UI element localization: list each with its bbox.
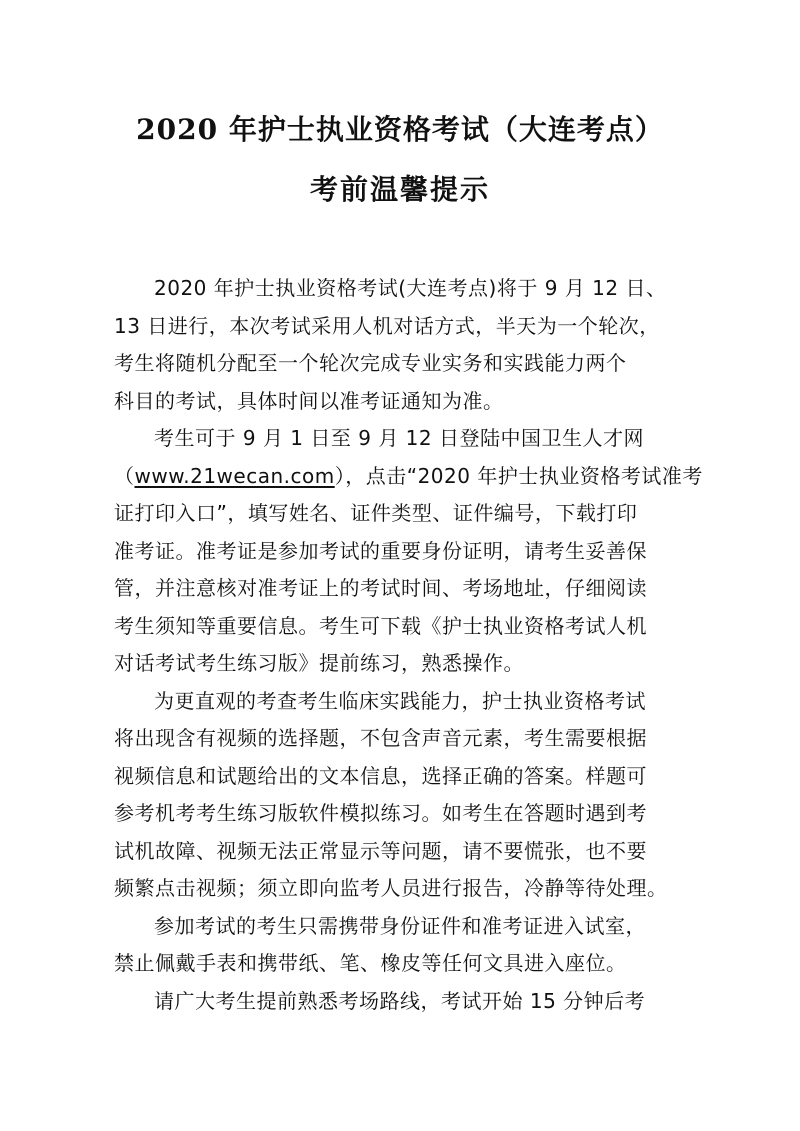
paragraph-line: 考生须知等重要信息。考生可下载《护士执业资格考试人机: [114, 613, 647, 638]
paragraph-line: 参加考试的考生只需携带身份证件和准考证进入试室，: [154, 913, 646, 938]
website-link[interactable]: www.21wecan.com: [134, 463, 335, 488]
paragraph-line: 2020 年护士执业资格考试(大连考点)将于 9 月 12 日、: [154, 276, 667, 300]
paragraph-line: 证打印入口”，填写姓名、证件类型、证件编号，下载打印: [114, 501, 638, 525]
paragraph-line: 参考机考考生练习版软件模拟练习。如考生在答题时遇到考: [114, 801, 647, 825]
paragraph-line: 请广大考生提前熟悉考场路线，考试开始 15 分钟后考: [154, 988, 646, 1013]
paragraph-text: ），点击“2020 年护士执业资格考试准考: [334, 463, 703, 488]
paragraph-line: 视频信息和试题给出的文本信息，选择正确的答案。样题可: [114, 763, 647, 788]
paragraph-line: 科目的考试，具体时间以准考证通知为准。: [114, 388, 504, 413]
paragraph-line: 试机故障、视频无法正常显示等问题，请不要慌张，也不要: [114, 838, 647, 863]
paragraph-line: 13 日进行，本次考试采用人机对话方式，半天为一个轮次，: [114, 313, 660, 338]
paragraph-line: 考生将随机分配至一个轮次完成专业实务和实践能力两个: [114, 351, 627, 375]
document-subtitle: 考前温馨提示: [309, 173, 490, 206]
paragraph-line: 频繁点击视频；须立即向监考人员进行报告，冷静等待处理。: [114, 876, 668, 900]
document-title: 2020 年护士执业资格考试（大连考点）: [136, 113, 664, 146]
paragraph-line: 准考证。准考证是参加考试的重要身份证明，请考生妥善保: [114, 538, 647, 563]
paragraph-line-with-link: [114, 458, 703, 496]
paragraph-line: 对话考试考生练习版》提前练习，熟悉操作。: [114, 651, 524, 675]
document-body: [114, 270, 703, 1020]
paren-open: （: [114, 463, 135, 488]
paragraph-line: 将出现含有视频的选择题，不包含声音元素，考生需要根据: [114, 726, 647, 750]
paragraph-arrival-time: [114, 983, 690, 1021]
paragraph-allowed-items: [114, 908, 690, 983]
paragraph-line: 为更直观的考查考生临床实践能力，护士执业资格考试: [154, 688, 646, 713]
paragraph-video-questions: [114, 683, 690, 908]
paragraph-line: 管，并注意核对准考证上的考试时间、考场地址，仔细阅读: [114, 576, 647, 600]
paragraph-line: 禁止佩戴手表和携带纸、笔、橡皮等任何文具进入座位。: [114, 951, 627, 975]
paragraph-admission-ticket: [114, 420, 703, 683]
paragraph-line: 考生可于 9 月 1 日至 9 月 12 日登陆中国卫生人才网: [154, 426, 644, 450]
paragraph-exam-dates: [114, 270, 690, 420]
